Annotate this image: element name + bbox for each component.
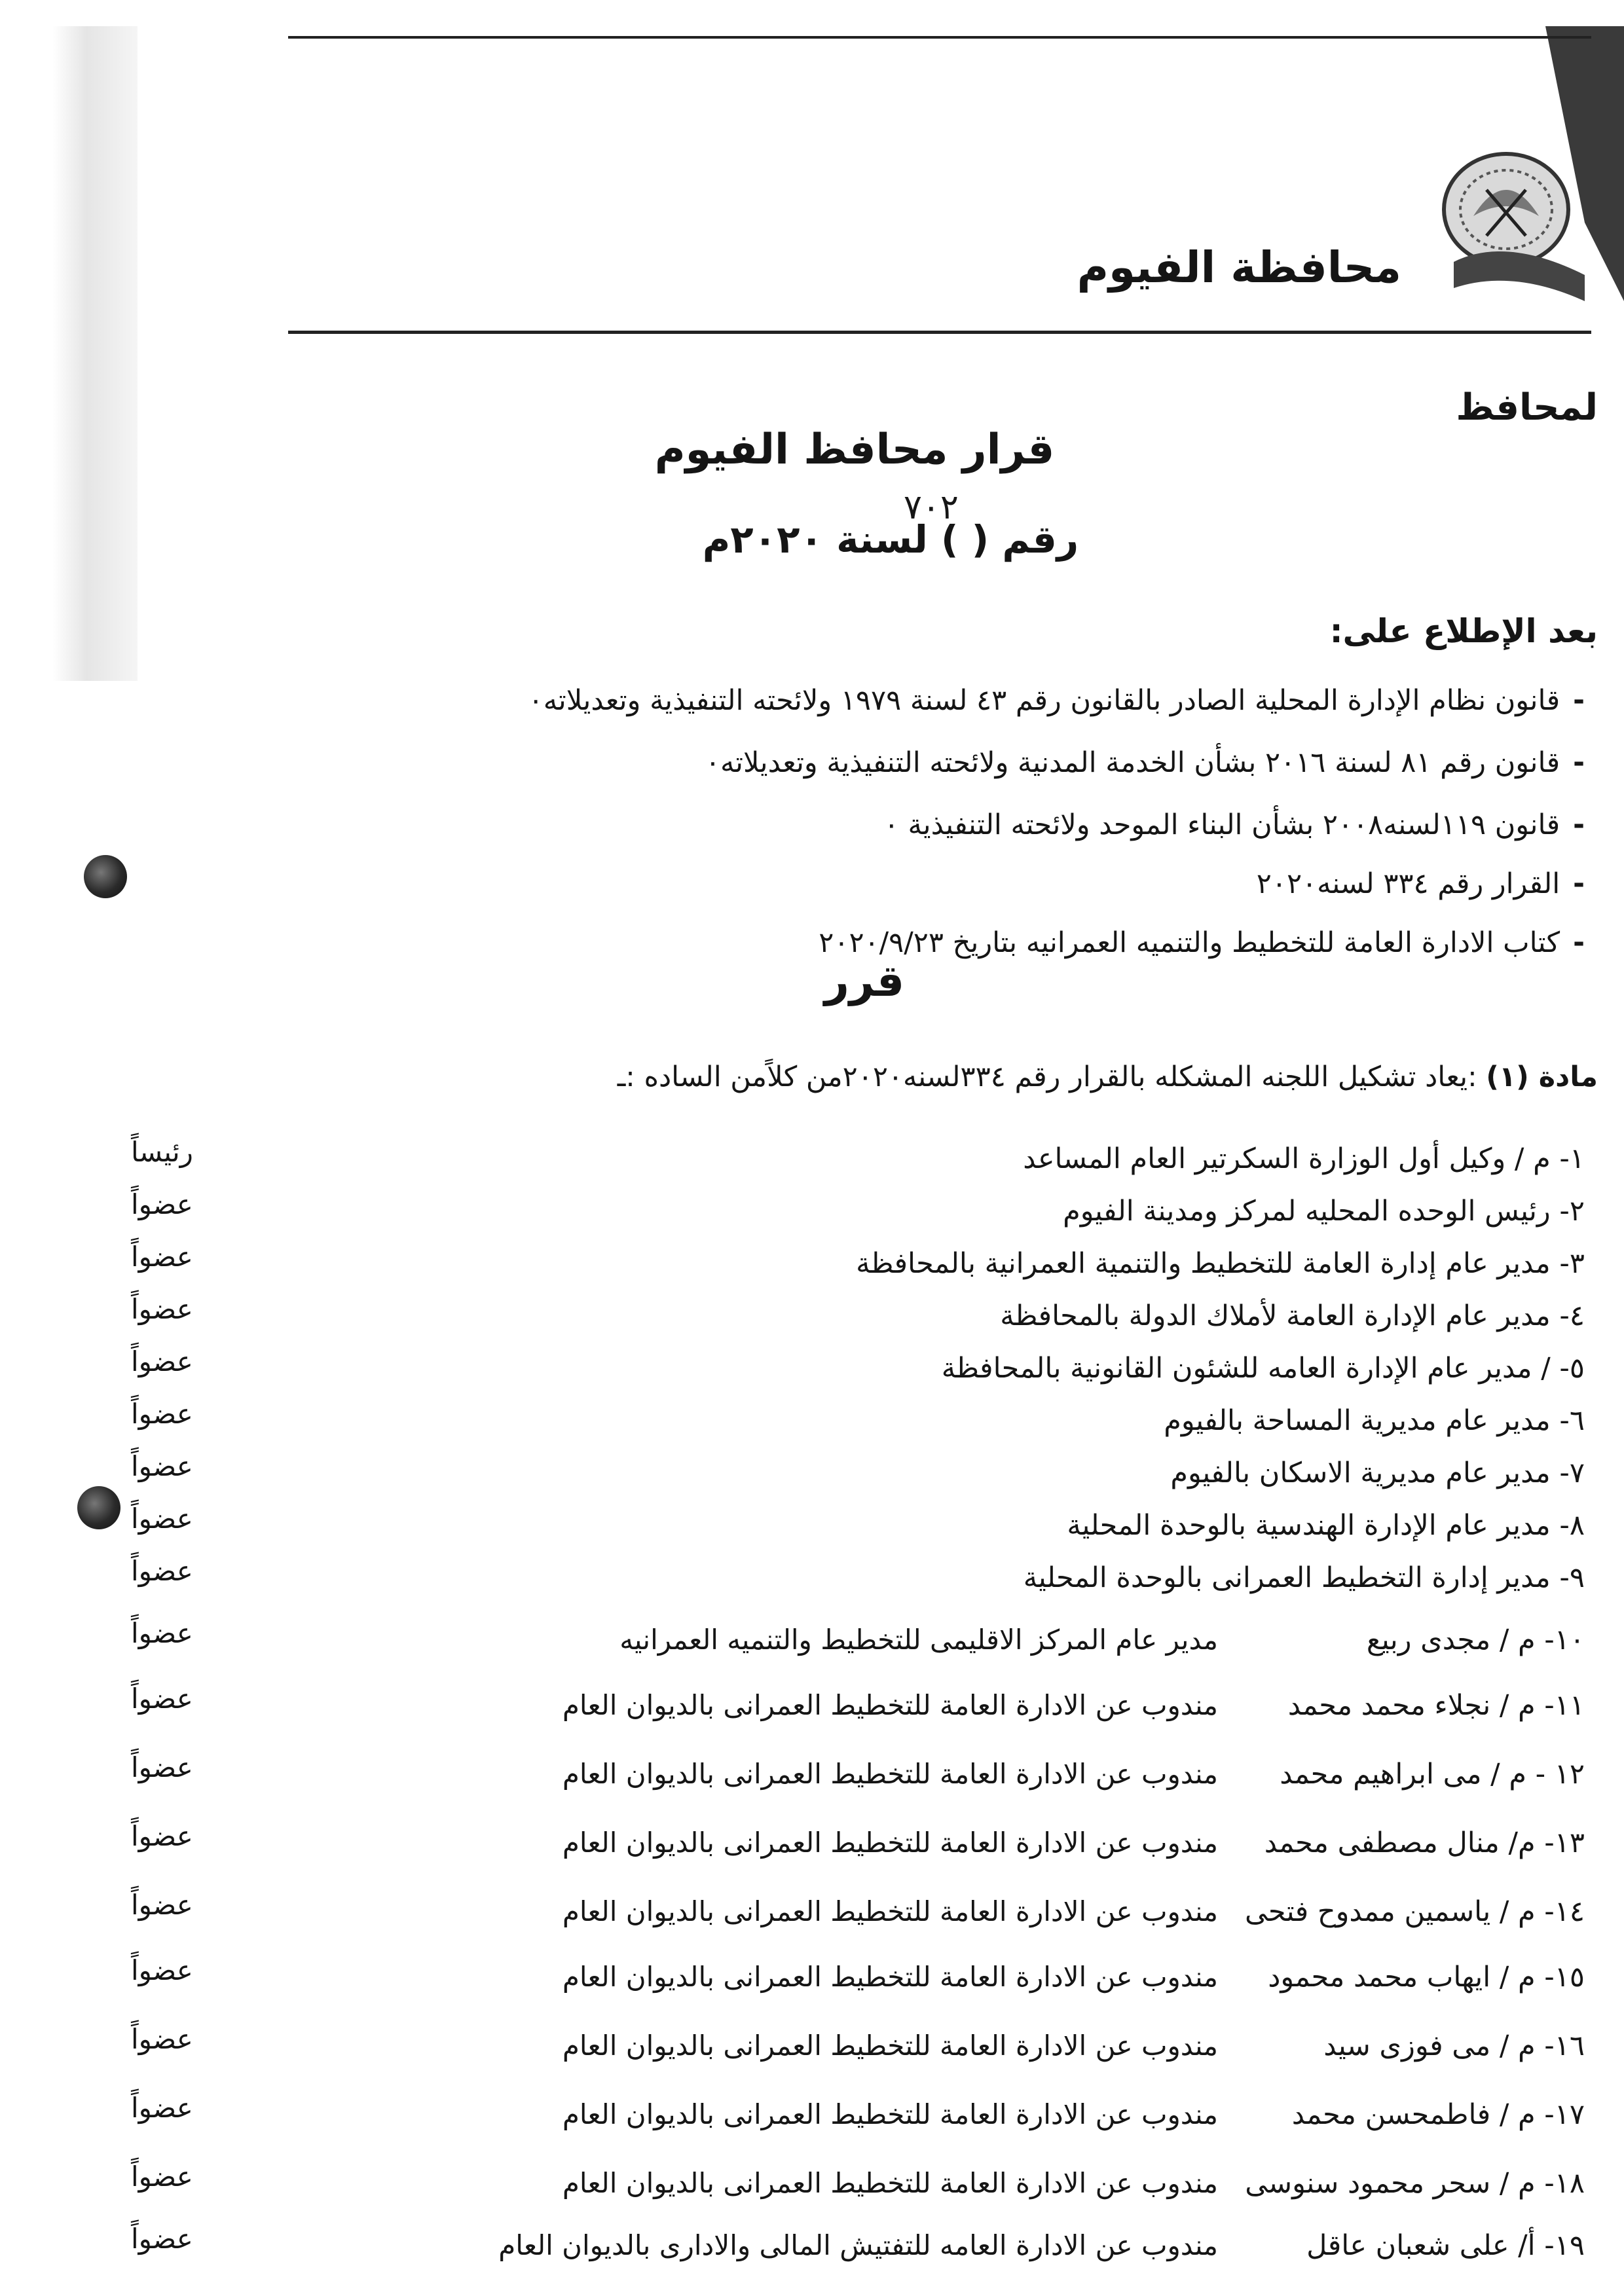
list-item [131, 1820, 1585, 1879]
member-name: ١٩- أ/ على شعبان عاقل [1306, 2229, 1585, 2262]
member-representation: مندوب عن الادارة العامة للتخطيط العمرانى بالديوان العام [562, 1827, 1218, 1859]
office-label: لمحافظ [1456, 386, 1598, 429]
list-item [131, 1136, 1585, 1195]
list-item [131, 1188, 1585, 1247]
decision-heading: قرر [824, 956, 905, 1006]
member-representation: مندوب عن الادارة العامة للتخطيط العمرانى بالديوان العام [562, 1758, 1218, 1790]
member-name: ٨- مدير عام الإدارة الهندسية بالوحدة المحلية [1067, 1509, 1585, 1542]
member-name: ٩- مدير إدارة التخطيط العمرانى بالوحدة المحلية [1023, 1561, 1585, 1594]
member-role: عضواً [131, 1555, 193, 1587]
member-representation: مندوب عن الادارة العامة للتخطيط العمرانى بالديوان العام [562, 2030, 1218, 2062]
member-name: ٦- مدير عام مديرية المساحة بالفيوم [1164, 1404, 1585, 1437]
preamble-item: -كتاب الادارة العامة للتخطيط والتنميه العمرانيه بتاريخ ٢٠٢٠/٩/٢٣ [819, 926, 1585, 959]
member-role: عضواً [131, 1889, 193, 1921]
governorate-emblem-icon [1428, 137, 1591, 308]
list-item [131, 2092, 1585, 2151]
member-name: ١٤- م / ياسمين ممدوح فتحى [1245, 1895, 1585, 1928]
decree-title: قرار محافظ الفيوم [654, 426, 1055, 474]
list-item [131, 1503, 1585, 1561]
member-role: عضواً [131, 1503, 193, 1535]
member-role: عضواً [131, 1751, 193, 1783]
member-representation: مندوب عن الادارة العامة للتخطيط العمرانى بالديوان العام [562, 1689, 1218, 1721]
list-item [131, 2223, 1585, 2282]
member-name: ١١- م / نجلاء محمد محمد [1287, 1689, 1585, 1722]
scan-shadow [52, 26, 138, 681]
member-role: عضواً [131, 1241, 193, 1273]
member-representation: مندوب عن الادارة العامة للتخطيط العمرانى بالديوان العام [562, 1961, 1218, 1993]
list-item [131, 1345, 1585, 1404]
member-role: عضواً [131, 1450, 193, 1482]
member-name: ٥- / مدير عام الإدارة العامه للشئون القانونية بالمحافظة [941, 1352, 1585, 1385]
member-name: ١٧- م / فاطمحسن محمد [1291, 2098, 1585, 2131]
member-role: عضواً [131, 2160, 193, 2193]
member-name: ١٣- م/ منال مصطفى محمد [1264, 1827, 1585, 1859]
article-text: :يعاد تشكيل اللجنه المشكله بالقرار رقم ٣٣٤لسنه٢٠٢٠من كلاًمن الساده :ـ [617, 1061, 1477, 1093]
member-role: عضواً [131, 1954, 193, 1986]
preamble-item: -قانون نظام الإدارة المحلية الصادر بالقانون رقم ٤٣ لسنة ١٩٧٩ ولائحته التنفيذية وتعديلاته٠ [528, 684, 1585, 717]
list-item [131, 1751, 1585, 1810]
member-name: ٤- مدير عام الإدارة العامة لأملاك الدولة بالمحافظة [1000, 1300, 1585, 1332]
member-representation: مندوب عن الادارة العامه للتفتيش المالى والادارى بالديوان العام [498, 2229, 1218, 2261]
list-item [131, 2160, 1585, 2219]
member-name: ١٠- م / مجدى ربيع [1366, 1624, 1585, 1656]
member-name: ٧- مدير عام مديرية الاسكان بالفيوم [1170, 1457, 1585, 1489]
governorate-name: محافظة الفيوم [1077, 242, 1401, 293]
decree-number-line: رقم ( ) لسنة ٢٠٢٠م [702, 517, 1079, 562]
member-role: عضواً [131, 1617, 193, 1649]
list-item [131, 1889, 1585, 1948]
member-name: ١٦- م / مى فوزى سيد [1323, 2030, 1585, 2062]
list-item [131, 2023, 1585, 2082]
list-item [131, 1617, 1585, 1676]
member-name: ٢- رئيس الوحده المحليه لمركز ومدينة الفيوم [1063, 1195, 1585, 1228]
member-role: رئيساً [131, 1136, 193, 1168]
header-rule [288, 331, 1591, 334]
member-name: ١٥- م / ايهاب محمد محمود [1268, 1961, 1585, 1994]
member-representation: مندوب عن الادارة العامة للتخطيط العمرانى بالديوان العام [562, 2098, 1218, 2130]
member-role: عضواً [131, 2023, 193, 2055]
member-role: عضواً [131, 1345, 193, 1377]
article-label: مادة (١) [1486, 1061, 1598, 1093]
handwritten-decree-number: ٧٠٢ [904, 488, 959, 527]
list-item [131, 1683, 1585, 1741]
top-border-line [288, 36, 1591, 39]
member-name: ٣- مدير عام إدارة العامة للتخطيط والتنمية العمرانية بالمحافظة [856, 1247, 1585, 1280]
member-role: عضواً [131, 1398, 193, 1430]
preamble-item: -قانون رقم ٨١ لسنة ٢٠١٦ بشأن الخدمة المدنية ولائحته التنفيذية وتعديلاته٠ [705, 746, 1585, 779]
list-item [131, 1450, 1585, 1509]
list-item [131, 1555, 1585, 1614]
member-representation: مندوب عن الادارة العامة للتخطيط العمرانى بالديوان العام [562, 1895, 1218, 1927]
article-1 [354, 1061, 1598, 1093]
member-name: ١٨- م / سحر محمود سنوسى [1245, 2167, 1585, 2200]
member-role: عضواً [131, 1188, 193, 1220]
member-name: ١- م / وكيل أول الوزارة السكرتير العام المساعد [1023, 1142, 1585, 1175]
list-item [131, 1398, 1585, 1457]
punch-hole-top [84, 855, 127, 898]
preamble-item: -قانون ١١٩لسنه٢٠٠٨ بشأن البناء الموحد ولائحته التنفيذية ٠ [883, 809, 1585, 841]
member-role: عضواً [131, 1820, 193, 1852]
list-item [131, 1241, 1585, 1300]
member-role: عضواً [131, 2223, 193, 2255]
punch-hole-bottom [77, 1486, 120, 1529]
preamble-item: -القرار رقم ٣٣٤ لسنه٢٠٢٠ [1256, 867, 1585, 900]
member-representation: مندوب عن الادارة العامة للتخطيط العمرانى بالديوان العام [562, 2167, 1218, 2199]
list-item [131, 1954, 1585, 2013]
list-item [131, 1293, 1585, 1352]
preamble-heading: بعد الإطلاع على: [1329, 612, 1598, 650]
member-role: عضواً [131, 2092, 193, 2124]
member-role: عضواً [131, 1683, 193, 1715]
member-role: عضواً [131, 1293, 193, 1325]
member-representation: مدير عام المركز الاقليمى للتخطيط والتنميه العمرانيه [619, 1624, 1218, 1656]
member-name: ١٢ - م / مى ابراهيم محمد [1280, 1758, 1585, 1791]
